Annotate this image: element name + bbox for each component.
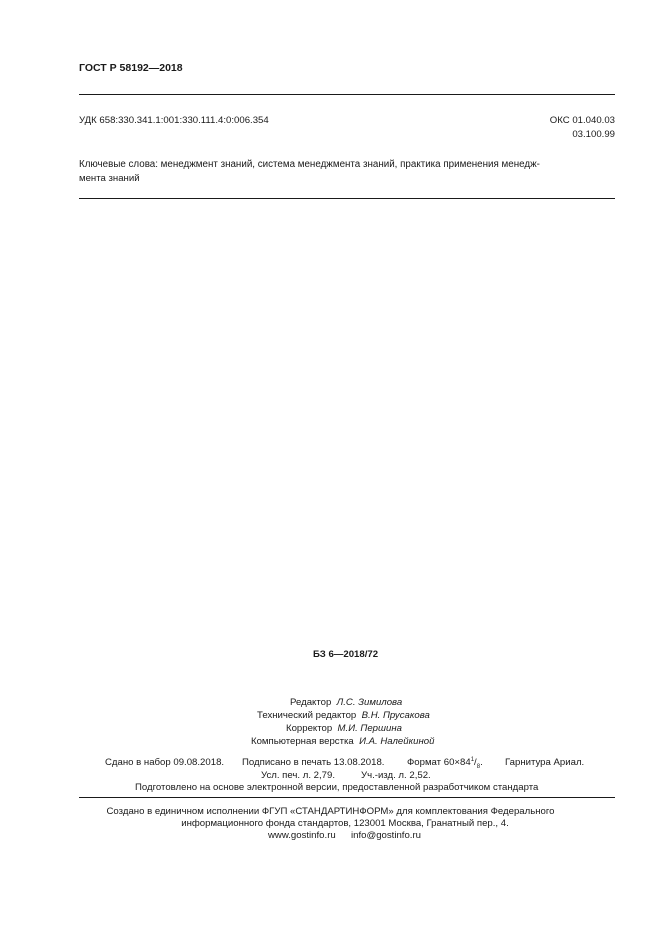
credit-person: И.А. Налейкиной — [359, 736, 435, 747]
keywords-line-1: Ключевые слова: менеджмент знаний, система менеджмента знаний, практика применения менедж- — [79, 159, 540, 170]
imprint-typeface: Гарнитура Ариал. — [505, 757, 585, 768]
oks-code-2: 03.100.99 — [572, 129, 615, 140]
footer-rule — [79, 797, 615, 798]
keywords-line-2: мента знаний — [79, 173, 140, 184]
credit-role: Редактор — [290, 697, 332, 708]
footer-line-1: Создано в единичном исполнении ФГУП «СТАНДАРТИНФОРМ» для комплектования Федерального — [106, 806, 555, 817]
credit-corrector — [286, 722, 402, 735]
footer-site-link[interactable]: www.gostinfo.ru — [268, 830, 336, 841]
credit-layout — [251, 735, 434, 748]
imprint-prepared: Подготовлено на основе электронной версии, предоставленной разработчиком стандарта — [135, 782, 539, 793]
imprint-signed: Подписано в печать 13.08.2018. — [242, 757, 385, 768]
credit-role: Технический редактор — [257, 710, 357, 721]
footer-email-link[interactable]: info@gostinfo.ru — [351, 830, 422, 841]
keywords-rule — [79, 198, 615, 199]
header-rule — [79, 94, 615, 95]
credit-person: Л.С. Зимилова — [336, 697, 403, 708]
standard-number: ГОСТ Р 58192—2018 — [79, 62, 183, 74]
credit-tech-editor — [257, 709, 430, 722]
credit-person: М.И. Першина — [337, 723, 402, 734]
credit-role: Компьютерная верстка — [251, 736, 354, 747]
credit-person: В.Н. Прусакова — [361, 710, 430, 721]
footer-line-2: информационного фонда стандартов, 123001 Москва, Гранатный пер., 4. — [181, 818, 509, 829]
credit-role: Корректор — [286, 723, 333, 734]
udk-code: УДК 658:330.341.1:001:330.111.4:0:006.354 — [79, 115, 269, 126]
bz-number: БЗ 6—2018/72 — [313, 649, 379, 660]
imprint-format: Формат $60\times 84^1/_8$. — [407, 756, 483, 770]
imprint-uch: Уч.-изд. л. 2,52. — [361, 770, 431, 781]
imprint-sent: Сдано в набор 09.08.2018. — [105, 757, 225, 768]
credit-editor — [290, 696, 402, 709]
oks-code-1: ОКС 01.040.03 — [549, 115, 615, 126]
imprint-usl: Усл. печ. л. 2,79. — [261, 770, 335, 781]
